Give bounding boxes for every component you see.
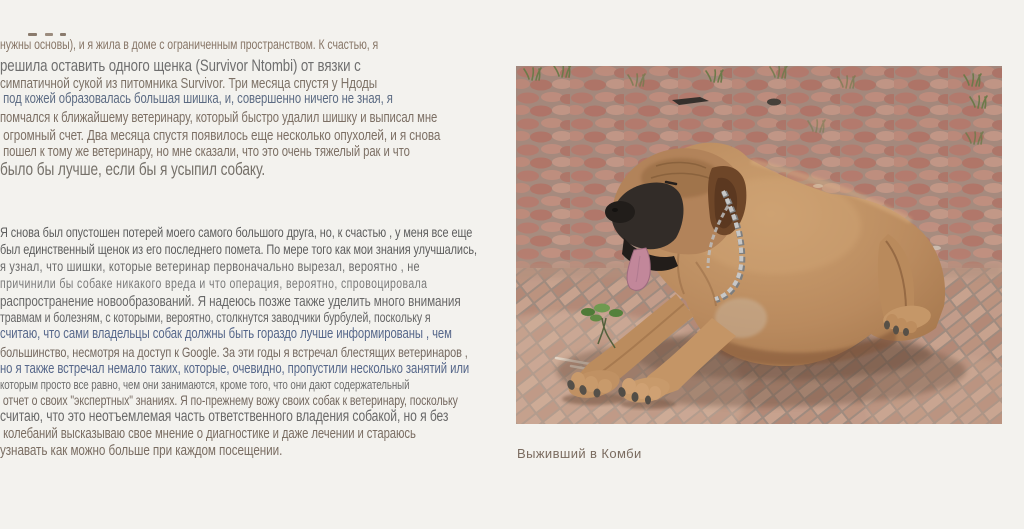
text-line: симпатичной сукой из питомника Survivor. Три месяца спустя у Ндоды	[0, 75, 378, 91]
text-line: был единственный щенок из его последнего помета. По мере того как мои знания улучшались,	[0, 241, 477, 257]
text-line: считаю, что сами владельцы собак должны быть гораздо лучше информированы , чем	[0, 326, 452, 342]
text-line: было бы лучше, если бы я усыпил собаку.	[0, 159, 266, 179]
text-line: которым просто все равно, чем они занимаются, кроме того, что они дают содержательный	[0, 378, 410, 392]
text-line: Я снова был опустошен потерей моего самого большого друга, но, к счастью , у меня все еще	[0, 224, 473, 240]
text-line: колебаний высказываю свое мнение о диагностике и даже лечении и стараюсь	[0, 426, 416, 442]
text-line: узнавать как можно больше при каждом посещении.	[0, 442, 283, 459]
text-line: считаю, что это неотъемлемая часть ответственного владения собакой, но я без	[0, 408, 449, 425]
text-line: пошел к тому же ветеринару, но мне сказали, что это очень тяжелый рак и что	[0, 144, 410, 159]
text-line: но я также встречал немало таких, которые, очевидно, пропустили несколько занятий или	[0, 361, 470, 377]
text-line: нужны основы), и я жила в доме с ограниченным пространством. К счастью, я	[0, 37, 379, 52]
text-line: огромный счет. Два месяца спустя появилось еще несколько опухолей, и я снова	[0, 127, 441, 144]
dog-photo	[516, 66, 1002, 424]
paragraph	[0, 37, 513, 179]
article-text	[0, 37, 514, 507]
paragraph	[0, 224, 513, 459]
text-line: травмам и болезням, с которыми, вероятно, столкнутся заводчики бурбулей, поскольку я	[0, 310, 431, 325]
text-line: причинили бы собаке никакого вреда и что операция, вероятно, спровоцировала	[0, 276, 428, 291]
text-line: под кожей образовалась большая шишка, и, совершенно ничего не зная, я	[0, 91, 393, 107]
text-line: помчался к ближайшему ветеринару, который быстро удалил шишку и выписал мне	[0, 110, 438, 126]
text-line: решила оставить одного щенка (Survivor Ntombi) от вязки с	[0, 56, 361, 75]
text-line: большинство, несмотря на доступ к Google. За эти годы я встречал блестящих ветеринаров ,	[0, 344, 468, 360]
text-line: я узнал, что шишки, которые ветеринар первоначально вырезал, вероятно , не	[0, 258, 420, 274]
photo-caption: Выживший в Комби	[517, 446, 642, 461]
text-line: распространение новообразований. Я надеюсь позже также уделить много внимания	[0, 293, 461, 310]
text-line: отчет о своих "экспертных" знаниях. Я по-прежнему вожу своих собак к ветеринару, поскольку	[0, 393, 458, 408]
